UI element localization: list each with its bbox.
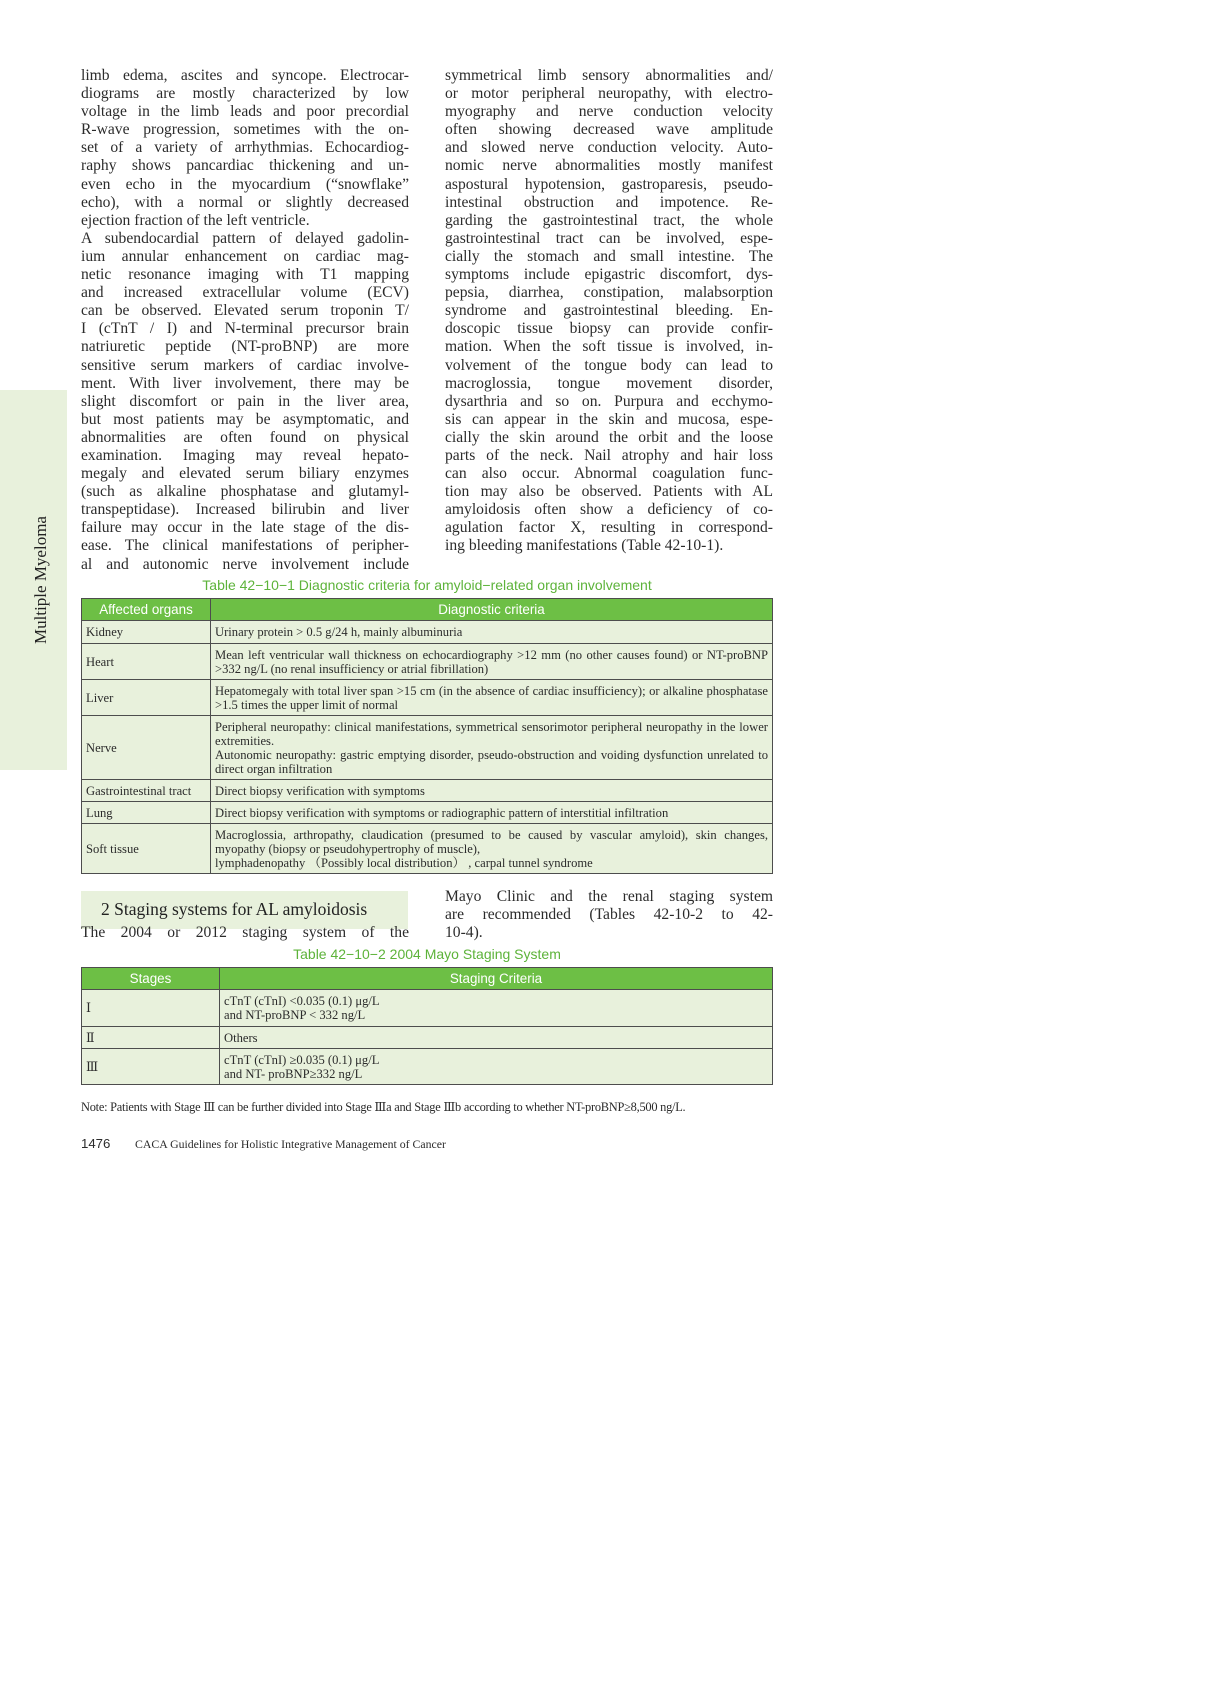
criteria-text: and NT-proBNP < 332 ng/L xyxy=(224,1008,366,1022)
text-line: ing bleeding manifestations (Table 42-10-1). xyxy=(445,537,724,555)
text-line: symmetrical limb sensory abnormalities and/ xyxy=(445,67,773,84)
text-line: Mayo Clinic and the renal staging system xyxy=(445,888,773,905)
table-row xyxy=(82,780,773,802)
staging-intro-left: The 2004 or 2012 staging system of the xyxy=(81,924,409,941)
text-line: symptoms include epigastric discomfort, dys- xyxy=(445,266,773,284)
criteria-cell xyxy=(211,621,773,644)
text-line: ease. The clinical manifestations of peripher- xyxy=(81,537,409,555)
table-row xyxy=(82,716,773,780)
book-title: CACA Guidelines for Holistic Integrative Management of Cancer xyxy=(135,1137,446,1151)
text-line: volvement of the tongue body can lead to xyxy=(445,356,773,374)
table1-header-organ: Affected organs xyxy=(82,599,211,621)
diagnostic-criteria-table xyxy=(81,598,773,874)
criteria-cell xyxy=(211,644,773,680)
text-line: 10-4). xyxy=(445,924,483,941)
text-line: raphy shows pancardiac thickening and un- xyxy=(81,157,409,175)
text-line: slight discomfort or pain in the liver area, xyxy=(81,392,409,410)
text-line: can also occur. Abnormal coagulation func- xyxy=(445,465,773,483)
text-line: and increased extracellular volume (ECV) xyxy=(81,284,409,302)
text-line: aspostural hypotension, gastroparesis, pseudo- xyxy=(445,175,773,193)
left-text-column xyxy=(81,67,409,574)
table-row xyxy=(82,680,773,716)
organ-cell: Soft tissue xyxy=(82,824,211,874)
text-line: even echo in the myocardium (“snowflake” xyxy=(81,175,409,193)
text-line: abnormalities are often found on physical xyxy=(81,428,409,446)
text-line: voltage in the limb leads and poor precordial xyxy=(81,103,409,121)
criteria-text: Urinary protein > 0.5 g/24 h, mainly albuminuria xyxy=(215,625,463,639)
organ-cell: Nerve xyxy=(82,716,211,780)
table2-header-criteria: Staging Criteria xyxy=(220,968,773,990)
criteria-cell xyxy=(211,824,773,874)
text-line: dysarthria and so on. Purpura and ecchymo- xyxy=(445,392,773,410)
text-line: (such as alkaline phosphatase and glutamyl- xyxy=(81,483,409,501)
stage-cell: Ⅰ xyxy=(82,990,220,1027)
table-note: Note: Patients with Stage Ⅲ can be further divided into Stage Ⅲa and Stage Ⅲb according to whether NT-proBNP≥8,500 ng/L. xyxy=(81,1100,686,1114)
table1-caption: Table 42−10−1 Diagnostic criteria for amyloid−related organ involvement xyxy=(202,577,652,593)
text-line: nomic nerve abnormalities mostly manifest xyxy=(445,157,773,175)
table-row xyxy=(82,1049,773,1085)
organ-cell: Kidney xyxy=(82,621,211,644)
organ-cell: Liver xyxy=(82,680,211,716)
text-line: failure may occur in the late stage of the dis- xyxy=(81,519,409,537)
text-line: amyloidosis often show a deficiency of co- xyxy=(445,501,773,519)
text-line: transpeptidase). Increased bilirubin and liver xyxy=(81,501,409,519)
text-line: al and autonomic nerve involvement include xyxy=(81,555,409,573)
text-line: sensitive serum markers of cardiac involve- xyxy=(81,356,409,374)
text-line: limb edema, ascites and syncope. Electrocar- xyxy=(81,67,409,84)
text-line: syndrome and gastrointestinal bleeding. En- xyxy=(445,302,773,320)
text-line: myography and nerve conduction velocity xyxy=(445,103,773,121)
text-line: cially the stomach and small intestine. The xyxy=(445,247,773,265)
table-row xyxy=(82,990,773,1027)
text-line: R-wave progression, sometimes with the on- xyxy=(81,121,409,139)
table2-caption: Table 42−10−2 2004 Mayo Staging System xyxy=(293,946,561,962)
text-line: macroglossia, tongue movement disorder, xyxy=(445,374,773,392)
text-line: agulation factor X, resulting in correspond- xyxy=(445,519,773,537)
text-line: mation. When the soft tissue is involved, in- xyxy=(445,338,773,356)
text-line: parts of the neck. Nail atrophy and hair loss xyxy=(445,446,773,464)
text-line: netic resonance imaging with T1 mapping xyxy=(81,266,409,284)
text-line: garding the gastrointestinal tract, the whole xyxy=(445,211,773,229)
organ-cell: Heart xyxy=(82,644,211,680)
table-row xyxy=(82,644,773,680)
criteria-text: Peripheral neuropathy: clinical manifestations, symmetrical sensorimotor peripheral neuropathy in the lower extremities. xyxy=(215,719,768,748)
text-line: megaly and elevated serum biliary enzymes xyxy=(81,465,409,483)
mayo-staging-table xyxy=(81,967,773,1085)
page-number: 1476 xyxy=(81,1136,111,1151)
stage-cell: Ⅲ xyxy=(82,1049,220,1085)
criteria-cell xyxy=(211,802,773,824)
text-line: are recommended (Tables 42-10-2 to 42- xyxy=(445,906,773,923)
criteria-text: Hepatomegaly with total liver span >15 cm (in the absence of cardiac insufficiency); or alkaline phosphatase >1.5 times the upper limit of normal xyxy=(215,683,768,712)
criteria-cell xyxy=(211,680,773,716)
chapter-tab-label: Multiple Myeloma xyxy=(31,516,50,644)
criteria-text: Direct biopsy verification with symptoms or radiographic pattern of interstitial infiltration xyxy=(215,805,669,820)
text-line: ment. With liver involvement, there may be xyxy=(81,374,409,392)
text-line: examination. Imaging may reveal hepato- xyxy=(81,446,409,464)
text-line: set of a variety of arrhythmias. Echocardiog- xyxy=(81,139,409,157)
text-line: can be observed. Elevated serum troponin T/ xyxy=(81,302,409,320)
criteria-text: cTnT (cTnI) ≥0.035 (0.1) μg/L xyxy=(224,1052,380,1067)
text-line: I (cTnT / I) and N-terminal precursor brain xyxy=(81,320,409,338)
table1-header-criteria: Diagnostic criteria xyxy=(211,599,773,621)
text-line: ejection fraction of the left ventricle. xyxy=(81,211,310,229)
text-line: doscopic tissue biopsy can provide confir- xyxy=(445,320,773,338)
text-line: and slowed nerve conduction velocity. Auto- xyxy=(445,139,773,157)
text-line: cially the skin around the orbit and the loose xyxy=(445,428,773,446)
staging-criteria-cell xyxy=(220,1049,773,1085)
criteria-text: Others xyxy=(224,1030,258,1045)
criteria-text: Mean left ventricular wall thickness on echocardiography >12 mm (no other causes found) or NT-proBNP >332 ng/L (no renal insufficiency or atrial fibrillation) xyxy=(215,647,768,676)
stage-cell: Ⅱ xyxy=(82,1027,220,1049)
criteria-text: Autonomic neuropathy: gastric emptying disorder, pseudo-obstruction and voiding dysfunction unrelated to direct organ infiltration xyxy=(215,747,768,776)
table-row xyxy=(82,824,773,874)
text-line: or motor peripheral neuropathy, with electro- xyxy=(445,85,773,103)
text-line: diograms are mostly characterized by low xyxy=(81,85,409,103)
text-line: ium annular enhancement on cardiac mag- xyxy=(81,247,409,265)
text-line: sis can appear in the skin and mucosa, espe- xyxy=(445,410,773,428)
text-line: gastrointestinal tract can be involved, espe- xyxy=(445,229,773,247)
table2-header-stage: Stages xyxy=(82,968,220,990)
text-line: often showing decreased wave amplitude xyxy=(445,121,773,139)
table-row xyxy=(82,802,773,824)
criteria-cell xyxy=(211,780,773,802)
table-row xyxy=(82,1027,773,1049)
criteria-text: and NT- proBNP≥332 ng/L xyxy=(224,1066,363,1081)
text-line: echo), with a normal or slightly decreased xyxy=(81,193,409,211)
right-text-column xyxy=(445,67,773,556)
organ-cell: Lung xyxy=(82,802,211,824)
criteria-text: lymphadenopathy （Possibly local distribution） , carpal tunnel syndrome xyxy=(215,855,593,870)
section-heading: 2 Staging systems for AL amyloidosis xyxy=(101,899,368,919)
staging-criteria-cell xyxy=(220,990,773,1027)
staging-criteria-cell xyxy=(220,1027,773,1049)
text-line: pepsia, diarrhea, constipation, malabsorption xyxy=(445,284,773,302)
criteria-text: Macroglossia, arthropathy, claudication (presumed to be caused by vascular amyloid), skin changes, myopathy (biopsy or pseudohypertrophy of muscle), xyxy=(215,827,768,856)
criteria-text: cTnT (cTnI) <0.035 (0.1) μg/L xyxy=(224,994,380,1008)
text-line: A subendocardial pattern of delayed gadolin- xyxy=(81,229,409,247)
text-line: but most patients may be asymptomatic, and xyxy=(81,410,409,428)
text-line: natriuretic peptide (NT-proBNP) are more xyxy=(81,338,409,356)
text-line: intestinal obstruction and impotence. Re- xyxy=(445,193,773,211)
table-row xyxy=(82,621,773,644)
criteria-text: Direct biopsy verification with symptoms xyxy=(215,783,425,798)
criteria-cell xyxy=(211,716,773,780)
text-line: tion may also be observed. Patients with AL xyxy=(445,483,773,501)
organ-cell: Gastrointestinal tract xyxy=(82,780,211,802)
